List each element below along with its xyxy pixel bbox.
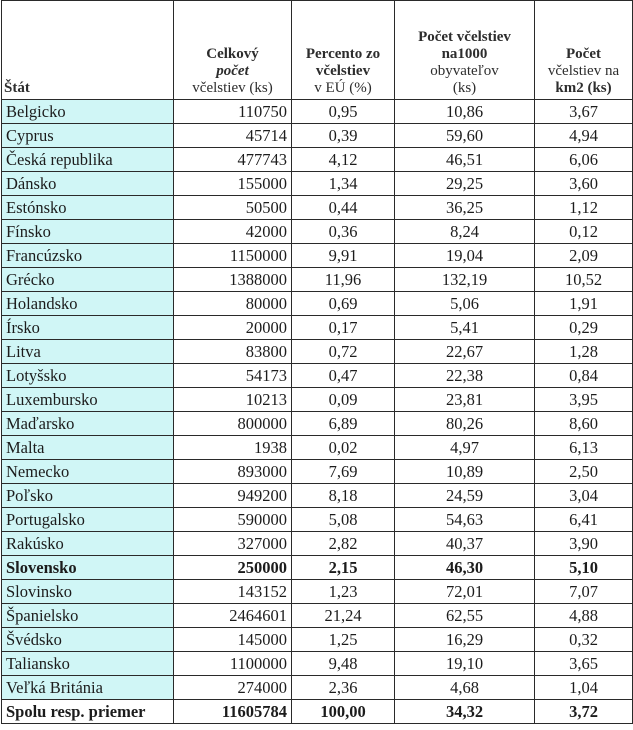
cell-state: Cyprus (2, 124, 174, 148)
cell-perkm2: 8,60 (535, 412, 633, 436)
cell-total: 1100000 (174, 652, 292, 676)
cell-total: 477743 (174, 148, 292, 172)
cell-percent: 6,89 (292, 412, 395, 436)
cell-per1000: 4,97 (395, 436, 535, 460)
cell-percent: 1,25 (292, 628, 395, 652)
cell-perkm2: 3,65 (535, 652, 633, 676)
cell-per1000: 19,04 (395, 244, 535, 268)
cell-perkm2: 0,32 (535, 628, 633, 652)
cell-percent: 0,47 (292, 364, 395, 388)
cell-percent: 0,44 (292, 196, 395, 220)
header-per1000-line-3: obyvateľov (430, 63, 499, 79)
table-body (2, 100, 633, 724)
cell-percent: 8,18 (292, 484, 395, 508)
table-row (2, 244, 633, 268)
cell-total: 145000 (174, 628, 292, 652)
table-row (2, 148, 633, 172)
header-perkm2-line-2: včelstiev na (547, 63, 620, 79)
table-row (2, 292, 633, 316)
header-total-line-1: Celkový (206, 46, 259, 62)
cell-total: 143152 (174, 580, 292, 604)
cell-perkm2: 6,13 (535, 436, 633, 460)
cell-perkm2: 5,10 (535, 556, 633, 580)
table-row (2, 460, 633, 484)
cell-perkm2: 3,04 (535, 484, 633, 508)
table-row (2, 628, 633, 652)
cell-per1000: 22,67 (395, 340, 535, 364)
cell-per1000: 16,29 (395, 628, 535, 652)
cell-total: 110750 (174, 100, 292, 124)
cell-perkm2: 0,84 (535, 364, 633, 388)
cell-perkm2: 2,50 (535, 460, 633, 484)
header-percent-line-3: v EÚ (%) (314, 80, 372, 96)
bee-colonies-table (1, 0, 633, 724)
cell-state: Grécko (2, 268, 174, 292)
cell-state: Írsko (2, 316, 174, 340)
table-row (2, 340, 633, 364)
cell-state: Švédsko (2, 628, 174, 652)
cell-percent: 0,69 (292, 292, 395, 316)
cell-percent: 4,12 (292, 148, 395, 172)
cell-percent: 2,82 (292, 532, 395, 556)
cell-per1000: 22,38 (395, 364, 535, 388)
cell-total: 327000 (174, 532, 292, 556)
cell-per1000: 62,55 (395, 604, 535, 628)
cell-percent: 0,36 (292, 220, 395, 244)
cell-percent: 2,36 (292, 676, 395, 700)
cell-state: Portugalsko (2, 508, 174, 532)
cell-perkm2: 3,67 (535, 100, 633, 124)
cell-perkm2: 6,41 (535, 508, 633, 532)
table-row (2, 652, 633, 676)
header-state-label: Štát (4, 80, 30, 96)
header-row (2, 1, 633, 100)
table-row (2, 388, 633, 412)
cell-per1000: 36,25 (395, 196, 535, 220)
cell-per1000: 4,68 (395, 676, 535, 700)
cell-percent: 0,72 (292, 340, 395, 364)
cell-percent: 0,09 (292, 388, 395, 412)
header-per-km2 (535, 1, 633, 100)
cell-perkm2: 2,09 (535, 244, 633, 268)
cell-state: Nemecko (2, 460, 174, 484)
cell-percent: 5,08 (292, 508, 395, 532)
cell-state: Slovensko (2, 556, 174, 580)
cell-total: 590000 (174, 508, 292, 532)
cell-per1000: 54,63 (395, 508, 535, 532)
table-row (2, 556, 633, 580)
cell-total: 949200 (174, 484, 292, 508)
cell-percent: 1,23 (292, 580, 395, 604)
table-row (2, 196, 633, 220)
cell-per1000: 46,51 (395, 148, 535, 172)
cell-state: Lotyšsko (2, 364, 174, 388)
table-row (2, 508, 633, 532)
header-per1000-line-2: na1000 (441, 46, 488, 62)
cell-percent: 21,24 (292, 604, 395, 628)
cell-perkm2: 6,06 (535, 148, 633, 172)
total-state: Spolu resp. priemer (2, 700, 174, 724)
cell-state: Belgicko (2, 100, 174, 124)
table-row (2, 124, 633, 148)
header-per-1000 (395, 1, 535, 100)
cell-perkm2: 4,88 (535, 604, 633, 628)
cell-total: 42000 (174, 220, 292, 244)
cell-state: Luxembursko (2, 388, 174, 412)
header-state (2, 1, 174, 100)
cell-per1000: 59,60 (395, 124, 535, 148)
cell-state: Fínsko (2, 220, 174, 244)
table-row (2, 604, 633, 628)
cell-percent: 7,69 (292, 460, 395, 484)
cell-state: Slovinsko (2, 580, 174, 604)
cell-state: Dánsko (2, 172, 174, 196)
cell-percent: 0,02 (292, 436, 395, 460)
cell-state: Španielsko (2, 604, 174, 628)
header-per1000-line-1: Počet včelstiev (418, 29, 511, 45)
cell-state: Malta (2, 436, 174, 460)
table-row (2, 172, 633, 196)
cell-perkm2: 3,90 (535, 532, 633, 556)
cell-total: 1388000 (174, 268, 292, 292)
cell-total: 54173 (174, 364, 292, 388)
cell-per1000: 10,89 (395, 460, 535, 484)
cell-state: Estónsko (2, 196, 174, 220)
cell-perkm2: 4,94 (535, 124, 633, 148)
total-total: 11605784 (174, 700, 292, 724)
cell-per1000: 80,26 (395, 412, 535, 436)
cell-total: 45714 (174, 124, 292, 148)
cell-state: Česká republika (2, 148, 174, 172)
cell-perkm2: 3,95 (535, 388, 633, 412)
cell-total: 800000 (174, 412, 292, 436)
cell-perkm2: 0,29 (535, 316, 633, 340)
table-row (2, 268, 633, 292)
header-perkm2-line-1: Počet (566, 46, 601, 62)
cell-per1000: 46,30 (395, 556, 535, 580)
cell-perkm2: 1,91 (535, 292, 633, 316)
cell-total: 20000 (174, 316, 292, 340)
table-row (2, 436, 633, 460)
cell-state: Maďarsko (2, 412, 174, 436)
table-row (2, 100, 633, 124)
cell-percent: 0,39 (292, 124, 395, 148)
cell-total: 1150000 (174, 244, 292, 268)
cell-perkm2: 0,12 (535, 220, 633, 244)
cell-state: Litva (2, 340, 174, 364)
cell-state: Rakúsko (2, 532, 174, 556)
cell-total: 80000 (174, 292, 292, 316)
cell-state: Veľká Británia (2, 676, 174, 700)
header-total-line-2: počet (216, 63, 249, 79)
cell-per1000: 5,06 (395, 292, 535, 316)
header-total-line-3: včelstiev (ks) (192, 80, 273, 96)
cell-total: 83800 (174, 340, 292, 364)
table-row (2, 316, 633, 340)
header-percent-line-2: včelstiev (315, 63, 371, 79)
table-row (2, 220, 633, 244)
total-perkm2: 3,72 (535, 700, 633, 724)
cell-per1000: 10,86 (395, 100, 535, 124)
cell-total: 250000 (174, 556, 292, 580)
total-percent: 100,00 (292, 700, 395, 724)
cell-per1000: 29,25 (395, 172, 535, 196)
table-row (2, 676, 633, 700)
cell-perkm2: 10,52 (535, 268, 633, 292)
cell-per1000: 132,19 (395, 268, 535, 292)
table-row (2, 580, 633, 604)
cell-total: 10213 (174, 388, 292, 412)
cell-total: 155000 (174, 172, 292, 196)
cell-per1000: 19,10 (395, 652, 535, 676)
table-row (2, 532, 633, 556)
header-percent-eu (292, 1, 395, 100)
cell-per1000: 24,59 (395, 484, 535, 508)
cell-perkm2: 1,04 (535, 676, 633, 700)
cell-percent: 9,91 (292, 244, 395, 268)
cell-per1000: 72,01 (395, 580, 535, 604)
cell-per1000: 23,81 (395, 388, 535, 412)
cell-state: Francúzsko (2, 244, 174, 268)
cell-total: 1938 (174, 436, 292, 460)
cell-percent: 0,95 (292, 100, 395, 124)
table-row (2, 364, 633, 388)
cell-perkm2: 1,28 (535, 340, 633, 364)
table-row (2, 484, 633, 508)
cell-per1000: 40,37 (395, 532, 535, 556)
total-per1000: 34,32 (395, 700, 535, 724)
header-total-colonies (174, 1, 292, 100)
cell-percent: 11,96 (292, 268, 395, 292)
cell-total: 2464601 (174, 604, 292, 628)
header-perkm2-line-3: km2 (ks) (555, 80, 612, 96)
cell-perkm2: 3,60 (535, 172, 633, 196)
cell-percent: 9,48 (292, 652, 395, 676)
cell-per1000: 8,24 (395, 220, 535, 244)
cell-percent: 2,15 (292, 556, 395, 580)
cell-perkm2: 7,07 (535, 580, 633, 604)
header-percent-line-1: Percento zo (305, 46, 381, 62)
cell-state: Poľsko (2, 484, 174, 508)
cell-per1000: 5,41 (395, 316, 535, 340)
cell-state: Holandsko (2, 292, 174, 316)
cell-percent: 1,34 (292, 172, 395, 196)
cell-perkm2: 1,12 (535, 196, 633, 220)
table-row (2, 412, 633, 436)
cell-total: 893000 (174, 460, 292, 484)
cell-total: 274000 (174, 676, 292, 700)
header-per1000-line-4: (ks) (452, 80, 477, 96)
cell-total: 50500 (174, 196, 292, 220)
cell-state: Taliansko (2, 652, 174, 676)
cell-percent: 0,17 (292, 316, 395, 340)
total-row (2, 700, 633, 724)
